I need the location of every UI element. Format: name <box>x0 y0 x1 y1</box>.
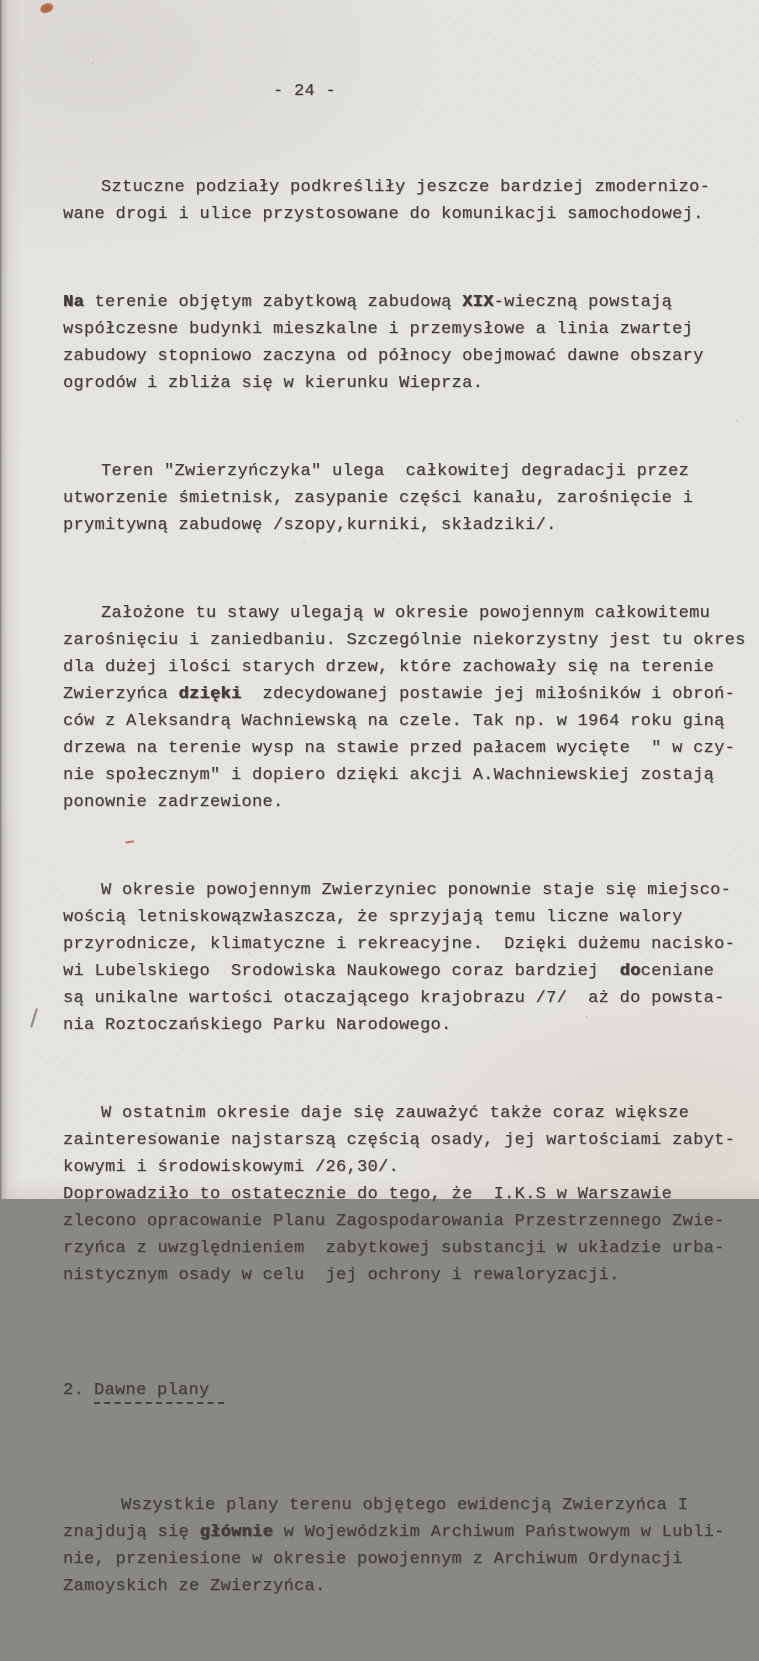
document-body <box>63 120 747 1661</box>
rust-stain-mark <box>39 1 55 15</box>
paragraph-historic-area-buildings: Na terenie objętym zabytkową zabudową XIX-wieczną powstają współczesne budynki mieszkalne i przemysłowe a linia zwartej zabudowy stopniowo zaczyna od północy obejmować dawne obszary ogrodów i zbliża się w kierunku Wieprza. <box>63 293 704 393</box>
section-heading-number: 2. <box>63 1381 85 1400</box>
paper-specks <box>0 0 2 2</box>
paragraph-ponds-neglect: Założone tu stawy ulegają w okresie powojennym całkowitemu zarośnięciu i zaniedbaniu. Szczególnie niekorzystny jest tu okres dla dużej ilości starych drzew, które zachowały się na terenie Zwierzyńca dzięki zdecydowanej postawie jej miłośników i obroń- ców z Aleksandrą Wachniewską na czele. Tak np. w 1964 roku giną drzewa na terenie wysp na stawie przed pałacem wycięte " w czy- nie społecznym" i dopiero dzięki akcji A.Wachniewskiej zostają ponownie zadrzewione. <box>63 604 746 812</box>
margin-pencil-mark <box>30 1008 38 1028</box>
section-heading-title: Dawne plany <box>94 1381 224 1404</box>
paragraph-zwierzynczyk-degradation: Teren "Zwierzyńczyka" ulega całkowitej degradacji przez utworzenie śmietnisk, zasypanie części kanału, zarośnięcie i prymitywną zabudowę /szopy,kurniki, składziki/. <box>63 462 694 535</box>
page-number: - 24 - <box>273 82 337 101</box>
paragraph-archive-plans: Wszystkie plany terenu objętego ewidencją Zwierzyńca I znajdują się głównie w Wojewódzkim Archiwum Państwowym w Lubli- nie, przeniesione w okresie powojennym z Archiwum Ordynacji Zamoyskich ze Zwierzyńca. <box>63 1496 725 1596</box>
paragraph-postwar-resort: W okresie powojennym Zwierzyniec ponownie staje się miejsco- wością letniskowązwłaszcza, że sprzyjają temu liczne walory przyrodnicze, klimatyczne i rekreacyjne. Dzięki dużemu nacisko- wi Lubelskiego Srodowiska Naukowego coraz bardziej doceniane są unikalne wartości otaczającego krajobrazu /7/ aż do powsta- nia Roztoczańskiego Parku Narodowego. <box>63 881 736 1035</box>
paragraph-growing-interest: W ostatnim okresie daje się zauważyć także coraz większe zainteresowanie najstarszą częścią osady, jej wartościami zabyt- kowymi i środowiskowymi /26,30/. Doprowadziło to ostatecznie do tego, że I.K.S w Warszawie zlecono opracowanie Planu Zagospodarowania Przestrzennego Zwie- rzyńca z uwzględnieniem zabytkowej substancji w układzie urba- nistycznym osady w celu jej ochrony i rewaloryzacji. <box>63 1104 736 1285</box>
paragraph-artificial-divisions: Sztuczne podziały podkreśliły jeszcze bardziej zmodernizo- wane drogi i ulice przystosowane do komunikacji samochodowej. <box>63 178 711 224</box>
section-heading <box>63 1377 747 1404</box>
